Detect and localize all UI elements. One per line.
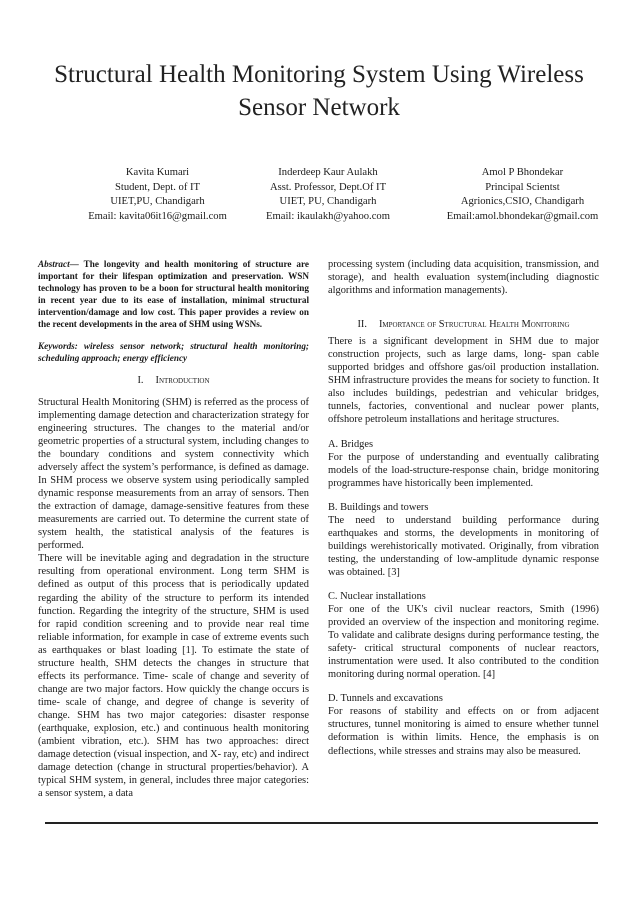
author-name: Amol P Bhondekar [481, 167, 564, 178]
author-block [240, 166, 416, 224]
author-email: Email: ikaulakh@yahoo.com [266, 210, 390, 222]
footer-rule [45, 822, 598, 824]
author-name: Kavita Kumari [125, 167, 190, 178]
subsection-heading: C. Nuclear installations [328, 590, 426, 602]
abstract [38, 258, 309, 331]
author-affiliation: UIET, PU, Chandigarh [279, 196, 377, 208]
author-name: Inderdeep Kaur Aulakh [278, 167, 378, 178]
right-column [328, 258, 599, 758]
author-affiliation: UIET,PU, Chandigarh [110, 196, 205, 208]
keywords: Keywords: wireless sensor network; structural health monitoring; scheduling approach; energy efficiency [38, 340, 309, 363]
subsection-heading: D. Tunnels and excavations [328, 693, 443, 705]
body-paragraph: For the purpose of understanding and eventually calibrating models of the load-structure-response chain, bridge monitoring programmes have historically been implemented. [328, 451, 599, 489]
section-heading-importance [328, 318, 599, 331]
subsection-heading: B. Buildings and towers [328, 501, 429, 513]
body-paragraph: There is a significant development in SHM due to major construction projects, such as large dams, long- span cable supported bridges and offshore gas/oil production installation. SHM infrastructure provides the means for society to function. It also includes buildings, pedestrian and vehicular bridges, tunnels, factories, conventional and nuclear power plants, offshore petroleum installations and heritage structures. [328, 336, 599, 426]
body-paragraph: For one of the UK's civil nuclear reactors, Smith (1996) provided an overview of the inspection and monitoring regime. To validate and calibrate designs during performance testing, the safety- critical structural components of nuclear reactors, instrumentation were used. It also contributed to the condition monitoring during normal operation. [4] [328, 604, 599, 681]
author-block [440, 166, 605, 224]
paper-title: Structural Health Monitoring System Using Wireless Sensor Network [54, 61, 584, 121]
author-email: Email: kavita06it16@gmail.com [88, 210, 227, 222]
section-heading-introduction [38, 374, 309, 387]
section-title: Importance of Structural Health Monitoring [378, 319, 570, 331]
body-paragraph: Structural Health Monitoring (SHM) is referred as the process of implementing damage detection and characterization strategy for engineering structures. The changes to the material and/or geometric properties of a structural system, including changes to the boundary conditions and system connectivity which adversely affect the system’s performance, is defined as damage. In SHM process we observe system using periodically sampled dynamic response measurements from an array of sensors. Then the extraction of damage, damage-sensitive features from these measurements are carried out. To determine the current state of system health, the statistical analysis of the features is performed. [38, 396, 309, 552]
subsection-heading: A. Bridges [328, 438, 374, 450]
left-column [38, 258, 309, 800]
body-paragraph: processing system (including data acquisition, transmission, and storage), and health evaluation system(including diagnostic algorithms and information managements). [328, 259, 599, 297]
author-affiliation: Agrionics,CSIO, Chandigarh [460, 196, 585, 208]
author-email: Email:amol.bhondekar@gmail.com [446, 210, 599, 222]
abstract-label: Abstract— [38, 259, 79, 269]
author-role: Principal Scientst [485, 181, 560, 193]
body-paragraph: The need to understand building performance during earthquakes and storms, the developments in monitoring of buildings werehistorically motivated. Originally, from vibration testing, the understanding of low-amplitude dynamic response was obtained. [3] [328, 514, 599, 578]
author-block [70, 166, 245, 224]
section-number: I. [137, 374, 144, 386]
author-role: Asst. Professor, Dept.Of IT [269, 181, 387, 193]
body-paragraph: There will be inevitable aging and degradation in the structure resulting from operational environment. Long term SHM is defined as output of this process that is periodically updated regarding the ability of the structure to perform its intended function. Regarding the integrity of the structure, SHM is used for rapid condition screening and to provide near real time reliable information, for example in case of extreme events such as earthquakes or blast loading [1]. To estimate the state of structure health, SHM detects the changes in structure that effects its performance. Time- scale of change and severity of change are two major factors. How quickly the change occurs is time- scale of change, and degree of change is severity of change. SHM has two major categories: disaster response (earthquake, explosion, etc.) and continuous health monitoring (ambient vibration, etc.). SHM has two approaches: direct damage detection (visual inspection, and X- ray, etc) and indirect damage detection (change in structural properties/behavior). A typical SHM system, in general, includes three major categories: a sensor system, a data [38, 553, 309, 800]
body-paragraph: For reasons of stability and effects on or from adjacent structures, tunnel monitoring is aimed to ensure whether tunnel deformation is within limits. Hence, the emphasis is on deflections, while stresses and strains may also be measured. [328, 706, 599, 757]
section-number: II. [357, 319, 367, 331]
author-role: Student, Dept. of IT [114, 181, 201, 193]
section-title: Introduction [155, 374, 210, 386]
abstract-text: The longevity and health monitoring of structure are important for their lifespan optimization and preservation. WSN technology has proven to be a boon for structural health monitoring in recent year due to its ease of installation, minimal structural intervention/damage and low cost. This paper provides a review on the recent developments in the area of SHM using WSNs. [38, 259, 309, 330]
